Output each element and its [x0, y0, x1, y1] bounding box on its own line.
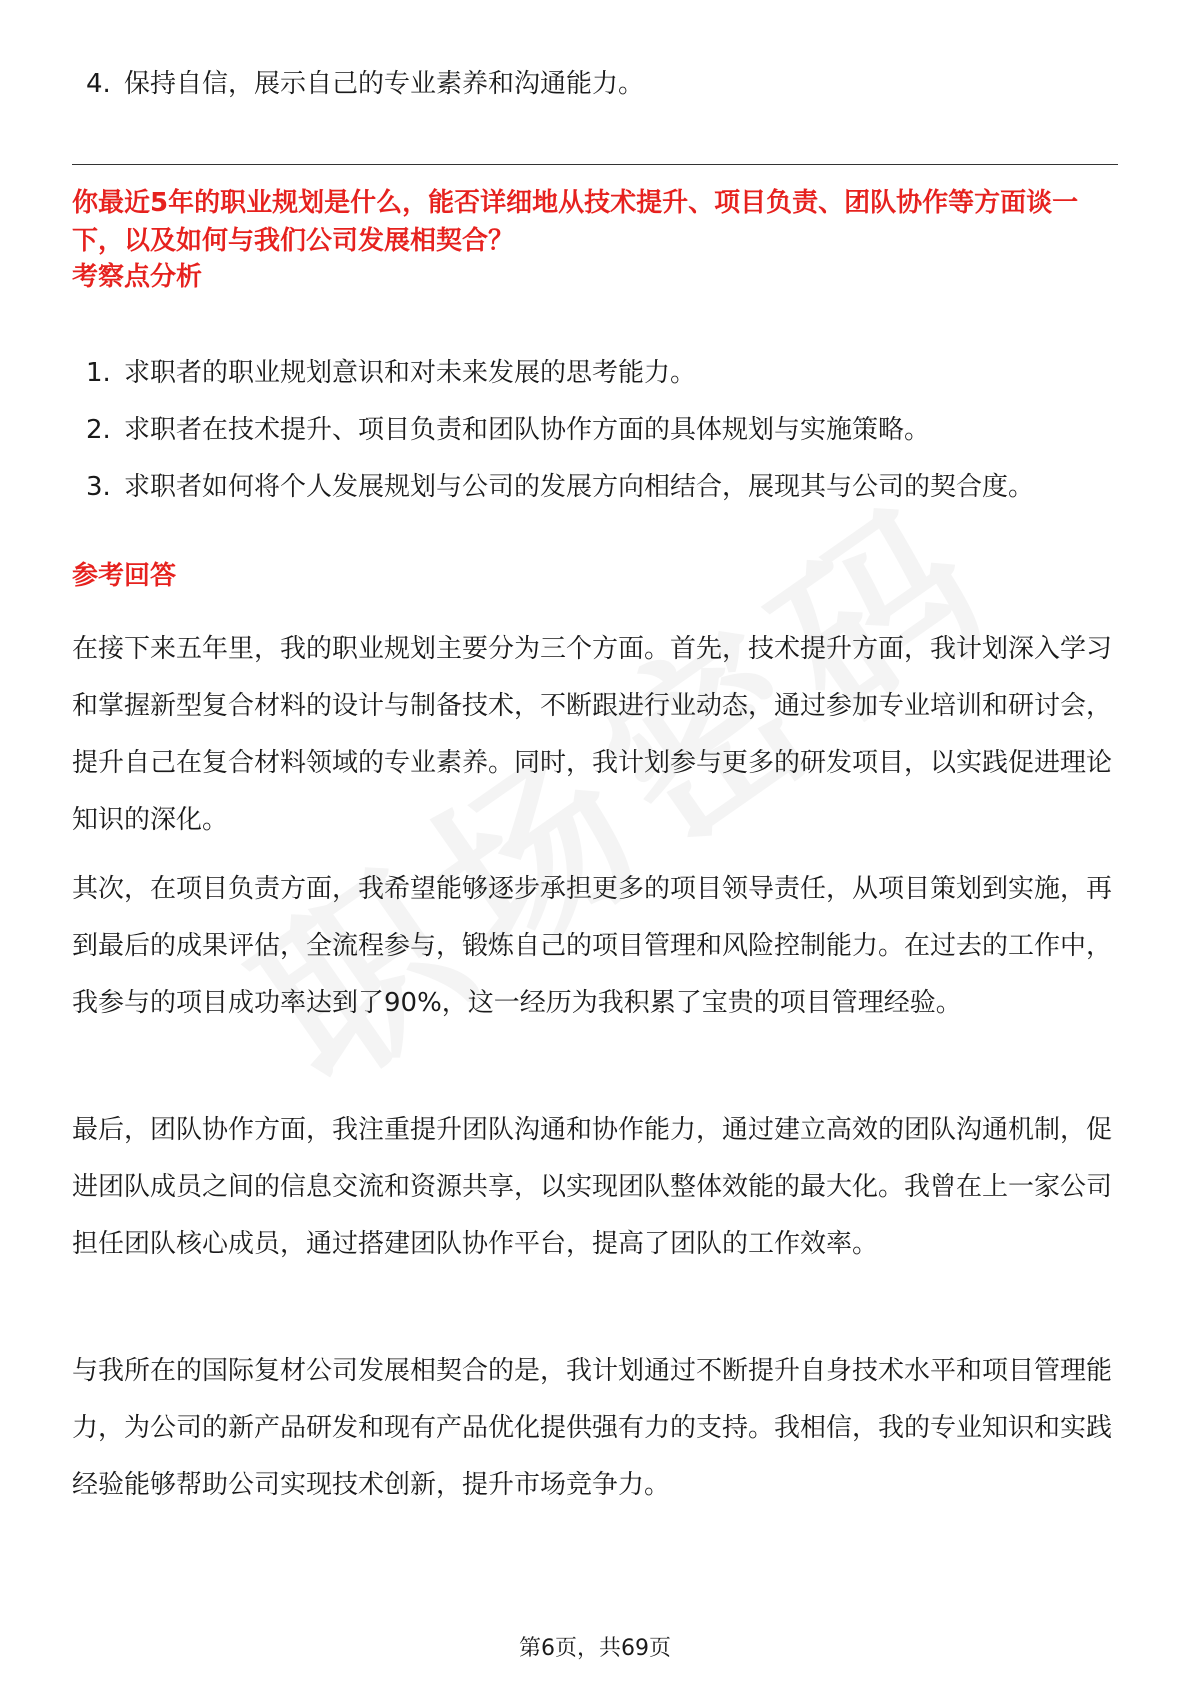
list-item	[72, 56, 1118, 113]
list-item	[72, 459, 1118, 516]
list-item-text: 求职者在技术提升、项目负责和团队协作方面的具体规划与实施策略。	[124, 415, 931, 445]
list-item-number: 1.	[86, 358, 111, 388]
page-footer: 第6页，共69页	[519, 1636, 671, 1661]
list-item-text: 求职者如何将个人发展规划与公司的发展方向相结合，展现其与公司的契合度。	[124, 472, 1035, 502]
list-item	[72, 345, 1118, 402]
answer-paragraph-4: 与我所在的国际复材公司发展相契合的是，我计划通过不断提升自身技术水平和项目管理能力，为公司的新产品研发和现有产品优化提供强有力的支持。我相信，我的专业知识和实践经验能够帮助公司实现技术创新，提升市场竞争力。	[72, 1356, 1113, 1500]
previous-answer-list	[72, 56, 1118, 113]
list-item	[72, 402, 1118, 459]
section-divider	[72, 164, 1118, 165]
answer-paragraph-3: 最后，团队协作方面，我注重提升团队沟通和协作能力，通过建立高效的团队沟通机制，促进团队成员之间的信息交流和资源共享，以实现团队整体效能的最大化。我曾在上一家公司担任团队核心成员，通过搭建团队协作平台，提高了团队的工作效率。	[72, 1115, 1113, 1259]
list-item-number: 2.	[86, 415, 111, 445]
list-item-text: 保持自信，展示自己的专业素养和沟通能力。	[124, 69, 645, 99]
answer-paragraph-1: 在接下来五年里，我的职业规划主要分为三个方面。首先，技术提升方面，我计划深入学习和掌握新型复合材料的设计与制备技术，不断跟进行业动态，通过参加专业培训和研讨会，提升自己在复合材料领域的专业素养。同时，我计划参与更多的研发项目，以实践促进理论知识的深化。	[72, 634, 1113, 835]
answer-heading: 参考回答	[72, 561, 177, 591]
document-page	[72, 0, 1118, 1684]
analysis-list	[72, 345, 1118, 516]
list-item-number: 3.	[86, 472, 111, 502]
analysis-heading: 考察点分析	[72, 262, 203, 292]
interview-question: 你最近5年的职业规划是什么，能否详细地从技术提升、项目负责、团队协作等方面谈一下，以及如何与我们公司发展相契合？	[72, 188, 1079, 256]
list-item-text: 求职者的职业规划意识和对未来发展的思考能力。	[124, 358, 697, 388]
answer-paragraph-2: 其次，在项目负责方面，我希望能够逐步承担更多的项目领导责任，从项目策划到实施，再到最后的成果评估，全流程参与，锻炼自己的项目管理和风险控制能力。在过去的工作中，我参与的项目成功率达到了90%，这一经历为我积累了宝贵的项目管理经验。	[72, 874, 1113, 1018]
list-item-number: 4.	[86, 69, 111, 99]
